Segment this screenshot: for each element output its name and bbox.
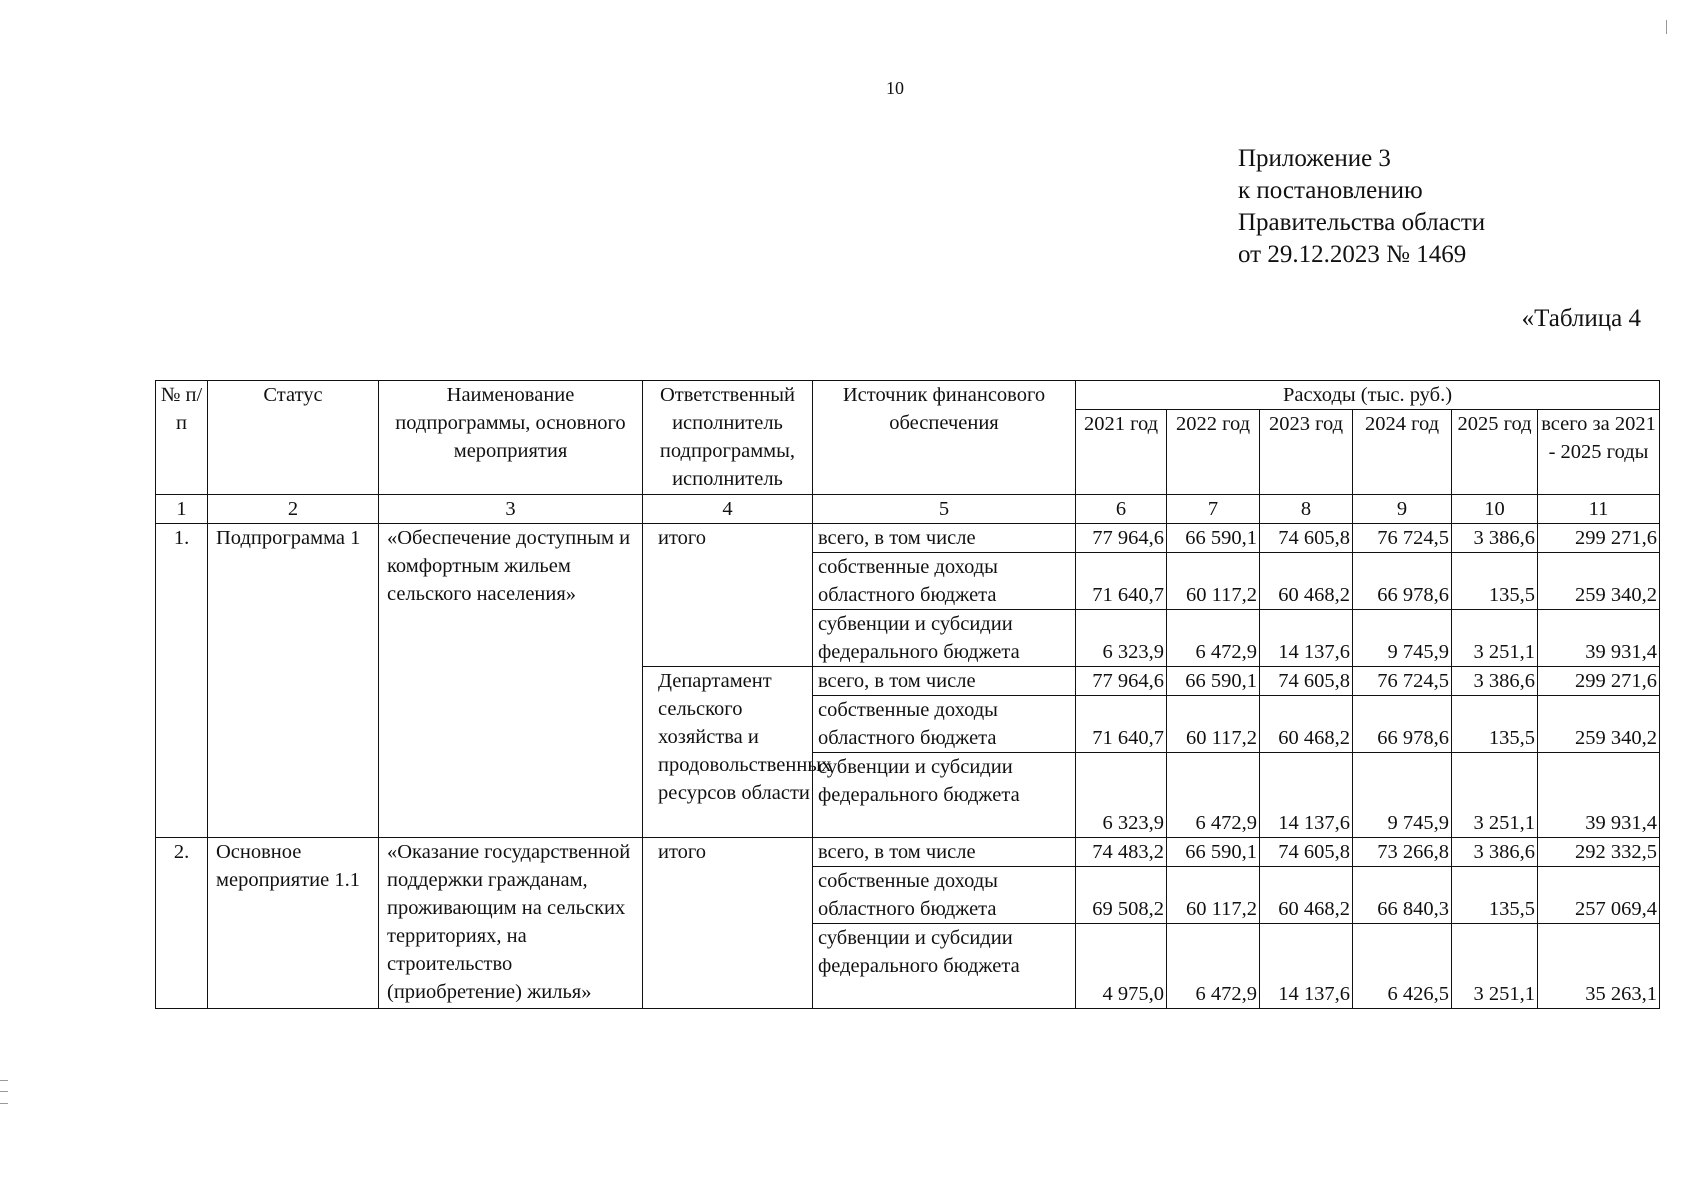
source-label: всего, в том числе — [813, 838, 1076, 867]
appendix-block — [1238, 143, 1485, 271]
col-index: 4 — [643, 495, 813, 524]
value-2025: 3 386,6 — [1452, 667, 1538, 696]
value-2021: 77 964,6 — [1076, 524, 1167, 553]
value-2022: 6 472,9 — [1167, 924, 1260, 1009]
value-2025: 135,5 — [1452, 867, 1538, 924]
value-total: 299 271,6 — [1538, 524, 1660, 553]
value-2021: 77 964,6 — [1076, 667, 1167, 696]
value-2025: 135,5 — [1452, 696, 1538, 753]
row-name: «Обеспечение доступным и комфортным жильем сельского населения» — [379, 524, 643, 838]
appendix-line: Приложение 3 — [1238, 145, 1391, 172]
header-year-2022: 2022 год — [1167, 410, 1260, 495]
col-index: 5 — [813, 495, 1076, 524]
value-2023: 74 605,8 — [1260, 667, 1353, 696]
value-total: 259 340,2 — [1538, 696, 1660, 753]
value-2023: 74 605,8 — [1260, 838, 1353, 867]
value-2025: 135,5 — [1452, 553, 1538, 610]
value-2024: 9 745,9 — [1353, 753, 1452, 838]
source-label: собственные доходы областного бюджета — [813, 696, 1076, 753]
value-2023: 60 468,2 — [1260, 867, 1353, 924]
source-label: субвенции и субсидии федерального бюджета — [813, 924, 1076, 1009]
value-total: 292 332,5 — [1538, 838, 1660, 867]
table-row — [156, 838, 1660, 867]
row-executor: итого — [643, 838, 813, 1009]
value-2024: 66 978,6 — [1353, 553, 1452, 610]
value-2025: 3 251,1 — [1452, 610, 1538, 667]
value-2024: 6 426,5 — [1353, 924, 1452, 1009]
value-2025: 3 251,1 — [1452, 753, 1538, 838]
value-2022: 66 590,1 — [1167, 838, 1260, 867]
value-2022: 6 472,9 — [1167, 753, 1260, 838]
value-2024: 66 840,3 — [1353, 867, 1452, 924]
col-index: 7 — [1167, 495, 1260, 524]
value-2021: 69 508,2 — [1076, 867, 1167, 924]
value-2024: 76 724,5 — [1353, 524, 1452, 553]
source-label: всего, в том числе — [813, 667, 1076, 696]
value-2022: 60 117,2 — [1167, 867, 1260, 924]
row-executor: Департамент сельского хозяйства и продовольственных ресурсов области — [643, 667, 813, 838]
value-2023: 14 137,6 — [1260, 924, 1353, 1009]
value-2023: 60 468,2 — [1260, 696, 1353, 753]
col-index: 3 — [379, 495, 643, 524]
row-name: «Оказание государственной поддержки гражданам, проживающим на сельских территориях, на строительство (приобретение) жилья» — [379, 838, 643, 1009]
value-2024: 9 745,9 — [1353, 610, 1452, 667]
appendix-line: Правительства области — [1238, 209, 1486, 236]
value-2021: 6 323,9 — [1076, 610, 1167, 667]
col-index: 6 — [1076, 495, 1167, 524]
value-2021: 71 640,7 — [1076, 553, 1167, 610]
value-2024: 66 978,6 — [1353, 696, 1452, 753]
source-label: всего, в том числе — [813, 524, 1076, 553]
col-index: 8 — [1260, 495, 1353, 524]
value-2021: 4 975,0 — [1076, 924, 1167, 1009]
value-2022: 66 590,1 — [1167, 524, 1260, 553]
source-label: собственные доходы областного бюджета — [813, 553, 1076, 610]
value-2021: 71 640,7 — [1076, 696, 1167, 753]
header-num: № п/п — [156, 381, 208, 495]
value-total: 259 340,2 — [1538, 553, 1660, 610]
scan-corner-mark — [1666, 20, 1667, 34]
row-number: 1. — [156, 524, 208, 838]
row-status: Основное мероприятие 1.1 — [208, 838, 379, 1009]
value-total: 35 263,1 — [1538, 924, 1660, 1009]
value-2021: 74 483,2 — [1076, 838, 1167, 867]
page-number: 10 — [886, 78, 904, 98]
col-index: 10 — [1452, 495, 1538, 524]
value-2022: 66 590,1 — [1167, 667, 1260, 696]
row-executor: итого — [643, 524, 813, 667]
header-total: всего за 2021 - 2025 годы — [1538, 410, 1660, 495]
row-status: Подпрограмма 1 — [208, 524, 379, 838]
header-source: Источник финансового обеспечения — [813, 381, 1076, 495]
col-index: 11 — [1538, 495, 1660, 524]
value-2023: 74 605,8 — [1260, 524, 1353, 553]
appendix-line: от 29.12.2023 № 1469 — [1238, 241, 1467, 268]
value-2025: 3 251,1 — [1452, 924, 1538, 1009]
table-caption: «Таблица 4 — [1521, 305, 1641, 332]
value-2024: 76 724,5 — [1353, 667, 1452, 696]
value-total: 257 069,4 — [1538, 867, 1660, 924]
finance-table — [155, 380, 1660, 1009]
table-row — [156, 524, 1660, 553]
col-index: 2 — [208, 495, 379, 524]
header-name: Наименование подпрограммы, основного мероприятия — [379, 381, 643, 495]
header-executor: Ответственный исполнитель подпрограммы, исполнитель — [643, 381, 813, 495]
value-total: 39 931,4 — [1538, 610, 1660, 667]
header-expenses: Расходы (тыс. руб.) — [1076, 381, 1660, 410]
header-year-2021: 2021 год — [1076, 410, 1167, 495]
header-year-2024: 2024 год — [1353, 410, 1452, 495]
scan-edge-mark — [0, 1080, 8, 1104]
source-label: собственные доходы областного бюджета — [813, 867, 1076, 924]
value-2025: 3 386,6 — [1452, 838, 1538, 867]
col-index: 9 — [1353, 495, 1452, 524]
value-2025: 3 386,6 — [1452, 524, 1538, 553]
value-2022: 60 117,2 — [1167, 696, 1260, 753]
source-label: субвенции и субсидии федерального бюджета — [813, 753, 1076, 838]
value-2021: 6 323,9 — [1076, 753, 1167, 838]
source-label: субвенции и субсидии федерального бюджета — [813, 610, 1076, 667]
value-total: 299 271,6 — [1538, 667, 1660, 696]
header-year-2023: 2023 год — [1260, 410, 1353, 495]
value-2022: 6 472,9 — [1167, 610, 1260, 667]
value-2023: 60 468,2 — [1260, 553, 1353, 610]
value-2022: 60 117,2 — [1167, 553, 1260, 610]
row-number: 2. — [156, 838, 208, 1009]
appendix-line: к постановлению — [1238, 177, 1423, 204]
value-2023: 14 137,6 — [1260, 753, 1353, 838]
col-index: 1 — [156, 495, 208, 524]
value-total: 39 931,4 — [1538, 753, 1660, 838]
header-year-2025: 2025 год — [1452, 410, 1538, 495]
value-2024: 73 266,8 — [1353, 838, 1452, 867]
header-status: Статус — [208, 381, 379, 495]
value-2023: 14 137,6 — [1260, 610, 1353, 667]
